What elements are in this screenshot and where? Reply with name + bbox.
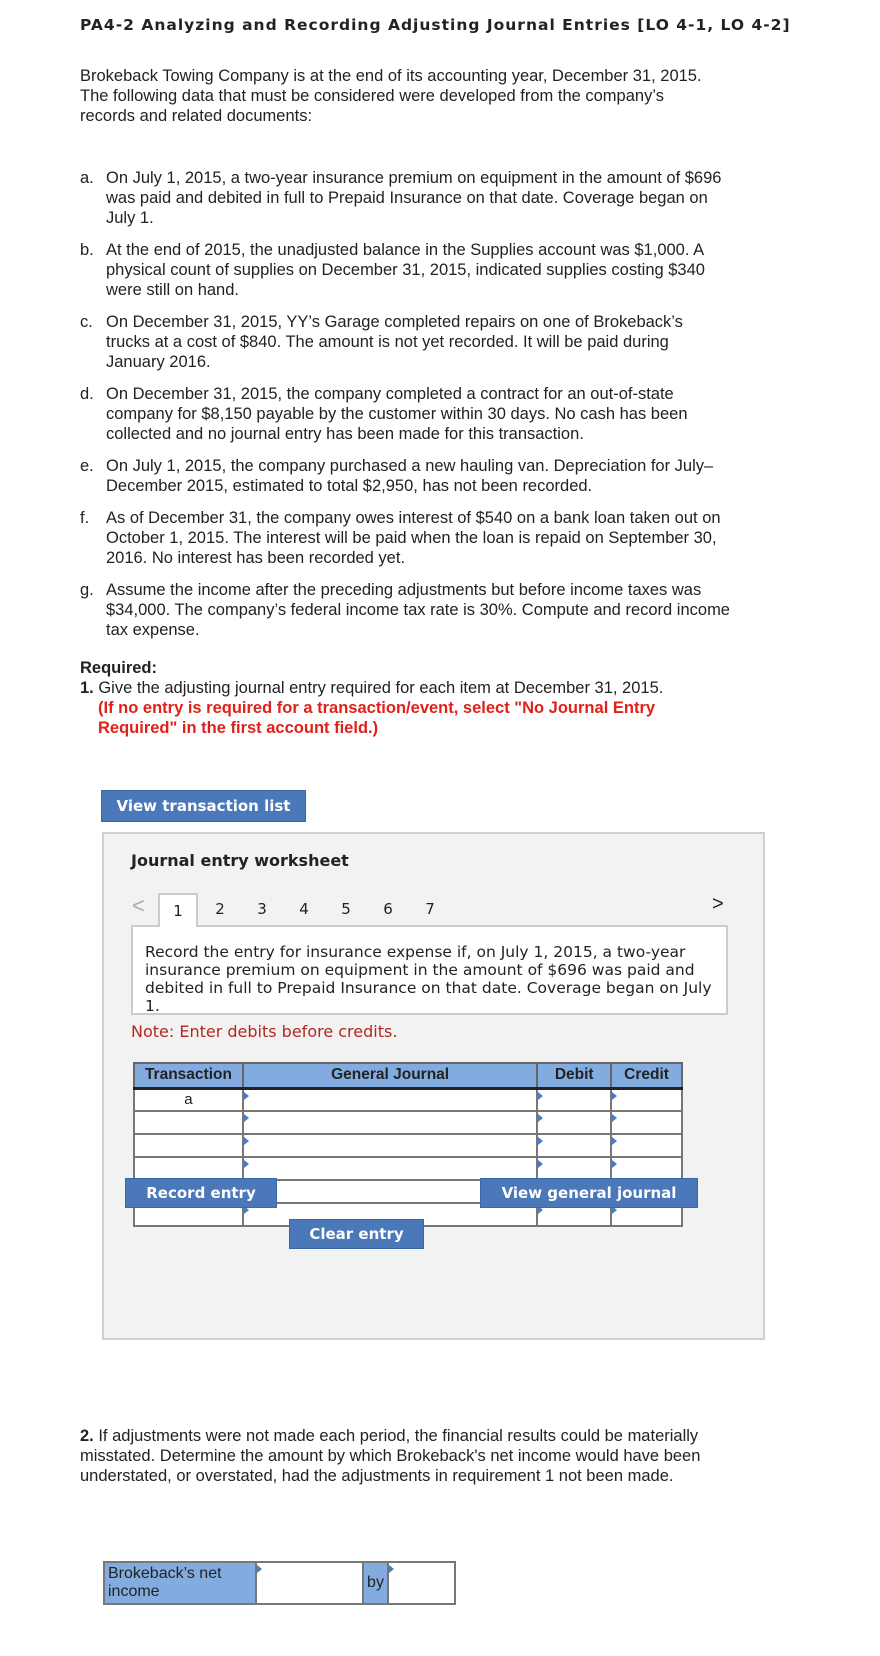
col-general-journal: General Journal <box>243 1063 537 1088</box>
data-item <box>80 580 730 640</box>
table-row <box>134 1157 682 1180</box>
item-letter: d. <box>80 385 94 403</box>
account-select[interactable] <box>243 1111 537 1134</box>
tab-6[interactable]: 6 <box>383 900 393 918</box>
transaction-cell <box>134 1134 243 1157</box>
net-income-label: Brokeback’s net income <box>104 1562 256 1604</box>
item-text: At the end of 2015, the unadjusted balance in the Supplies account was $1,000. A physical count of supplies on December 31, 2015, indicated supplies costing $340 were still on hand. <box>106 241 705 299</box>
dropdown-marker-icon <box>612 1092 617 1100</box>
tab-2[interactable]: 2 <box>215 900 225 918</box>
item-letter: f. <box>80 509 90 527</box>
dropdown-marker-icon <box>244 1137 249 1145</box>
tab-4[interactable]: 4 <box>299 900 309 918</box>
item-letter: c. <box>80 313 93 331</box>
data-item <box>80 240 730 300</box>
table-row <box>134 1088 682 1111</box>
item-text: On July 1, 2015, a two-year insurance premium on equipment in the amount of $696 was paid and debited in full to Prepaid Insurance on that date. Coverage began on July 1. <box>106 169 722 227</box>
data-item <box>80 508 730 568</box>
entry-description: Record the entry for insurance expense if, on July 1, 2015, a two-year insurance premium on equipment in the amount of $696 was paid and debited in full to Prepaid Insurance on that date. Coverage began on July 1. <box>131 925 728 1015</box>
account-select[interactable] <box>243 1088 537 1111</box>
debit-input[interactable] <box>537 1134 611 1157</box>
debits-note: Note: Enter debits before credits. <box>131 1022 398 1041</box>
required-heading: Required: <box>80 659 158 677</box>
tab-3[interactable]: 3 <box>257 900 267 918</box>
item-text: On July 1, 2015, the company purchased a new hauling van. Depreciation for July–December 2015, estimated to total $2,950, has not been recorded. <box>106 457 714 495</box>
net-income-table <box>103 1561 456 1605</box>
clear-entry-button[interactable]: Clear entry <box>289 1219 424 1249</box>
debit-input[interactable] <box>537 1157 611 1180</box>
table-row <box>134 1134 682 1157</box>
next-arrow-icon[interactable]: > <box>712 893 724 915</box>
amount-input[interactable] <box>388 1562 455 1604</box>
transaction-cell <box>134 1111 243 1134</box>
debit-input[interactable] <box>537 1088 611 1111</box>
dropdown-marker-icon <box>612 1114 617 1122</box>
col-credit: Credit <box>611 1063 682 1088</box>
record-entry-button[interactable]: Record entry <box>125 1178 277 1208</box>
dropdown-marker-icon <box>612 1137 617 1145</box>
data-item <box>80 168 730 228</box>
page-title: PA4-2 Analyzing and Recording Adjusting Journal Entries [LO 4-1, LO 4-2] <box>80 16 791 34</box>
transaction-cell: a <box>134 1088 243 1111</box>
item-text: As of December 31, the company owes interest of $540 on a bank loan taken out on October 1, 2015. The interest will be paid when the loan is repaid on September 30, 2016. No interest has been recorded yet. <box>106 509 721 567</box>
dropdown-marker-icon <box>244 1092 249 1100</box>
view-general-journal-button[interactable]: View general journal <box>480 1178 698 1208</box>
transaction-cell <box>134 1157 243 1180</box>
account-select[interactable] <box>243 1134 537 1157</box>
required-note: (If no entry is required for a transaction/event, select "No Journal Entry Required" in the first account field.) <box>98 699 656 737</box>
required-text: Give the adjusting journal entry required for each item at December 31, 2015. <box>93 679 664 697</box>
dropdown-marker-icon <box>538 1114 543 1122</box>
item-letter: g. <box>80 581 94 599</box>
prev-arrow-icon[interactable]: < <box>132 893 145 918</box>
credit-input[interactable] <box>611 1134 682 1157</box>
item-text: On December 31, 2015, the company completed a contract for an out-of-state company for $8,150 payable by the customer within 30 days. No cash has been collected and no journal entry has been made for this transaction. <box>106 385 688 443</box>
item-letter: a. <box>80 169 94 187</box>
item-text: Assume the income after the preceding adjustments but before income taxes was $34,000. The company’s federal income tax rate is 30%. Compute and record income tax expense. <box>106 581 730 639</box>
data-item <box>80 384 730 444</box>
col-transaction: Transaction <box>134 1063 243 1088</box>
data-items-list <box>80 168 730 652</box>
required-number: 1. <box>80 679 94 697</box>
debit-input[interactable] <box>537 1111 611 1134</box>
tab-1[interactable]: 1 <box>158 893 198 927</box>
part2-text: If adjustments were not made each period, the financial results could be materially misstated. Determine the amount by which Brokeback's net income would have been understated, or overstated, had the adjustments in requirement 1 not been made. <box>80 1427 701 1485</box>
by-label: by <box>363 1562 388 1604</box>
part2-question <box>80 1426 730 1486</box>
col-debit: Debit <box>537 1063 611 1088</box>
item-letter: b. <box>80 241 94 259</box>
understated-overstated-select[interactable] <box>256 1562 363 1604</box>
dropdown-marker-icon <box>244 1160 249 1168</box>
dropdown-marker-icon <box>538 1137 543 1145</box>
intro-text: Brokeback Towing Company is at the end of its accounting year, December 31, 2015. The following data that must be considered were developed from the company’s records and related documents: <box>80 67 702 125</box>
dropdown-marker-icon <box>612 1160 617 1168</box>
data-item <box>80 456 730 496</box>
account-select[interactable] <box>243 1157 537 1180</box>
dropdown-marker-icon <box>538 1092 543 1100</box>
table-row <box>134 1111 682 1134</box>
tab-5[interactable]: 5 <box>341 900 351 918</box>
worksheet-title: Journal entry worksheet <box>131 851 349 870</box>
item-text: On December 31, 2015, YY’s Garage completed repairs on one of Brokeback’s trucks at a cost of $840. The amount is not yet recorded. It will be paid during January 2016. <box>106 313 683 371</box>
credit-input[interactable] <box>611 1088 682 1111</box>
item-letter: e. <box>80 457 94 475</box>
dropdown-marker-icon <box>538 1160 543 1168</box>
credit-input[interactable] <box>611 1111 682 1134</box>
dropdown-marker-icon <box>244 1114 249 1122</box>
credit-input[interactable] <box>611 1157 682 1180</box>
required-section <box>80 658 730 738</box>
tab-7[interactable]: 7 <box>425 900 435 918</box>
data-item <box>80 312 730 372</box>
part2-number: 2. <box>80 1427 94 1445</box>
view-transaction-list-button[interactable]: View transaction list <box>101 790 306 822</box>
